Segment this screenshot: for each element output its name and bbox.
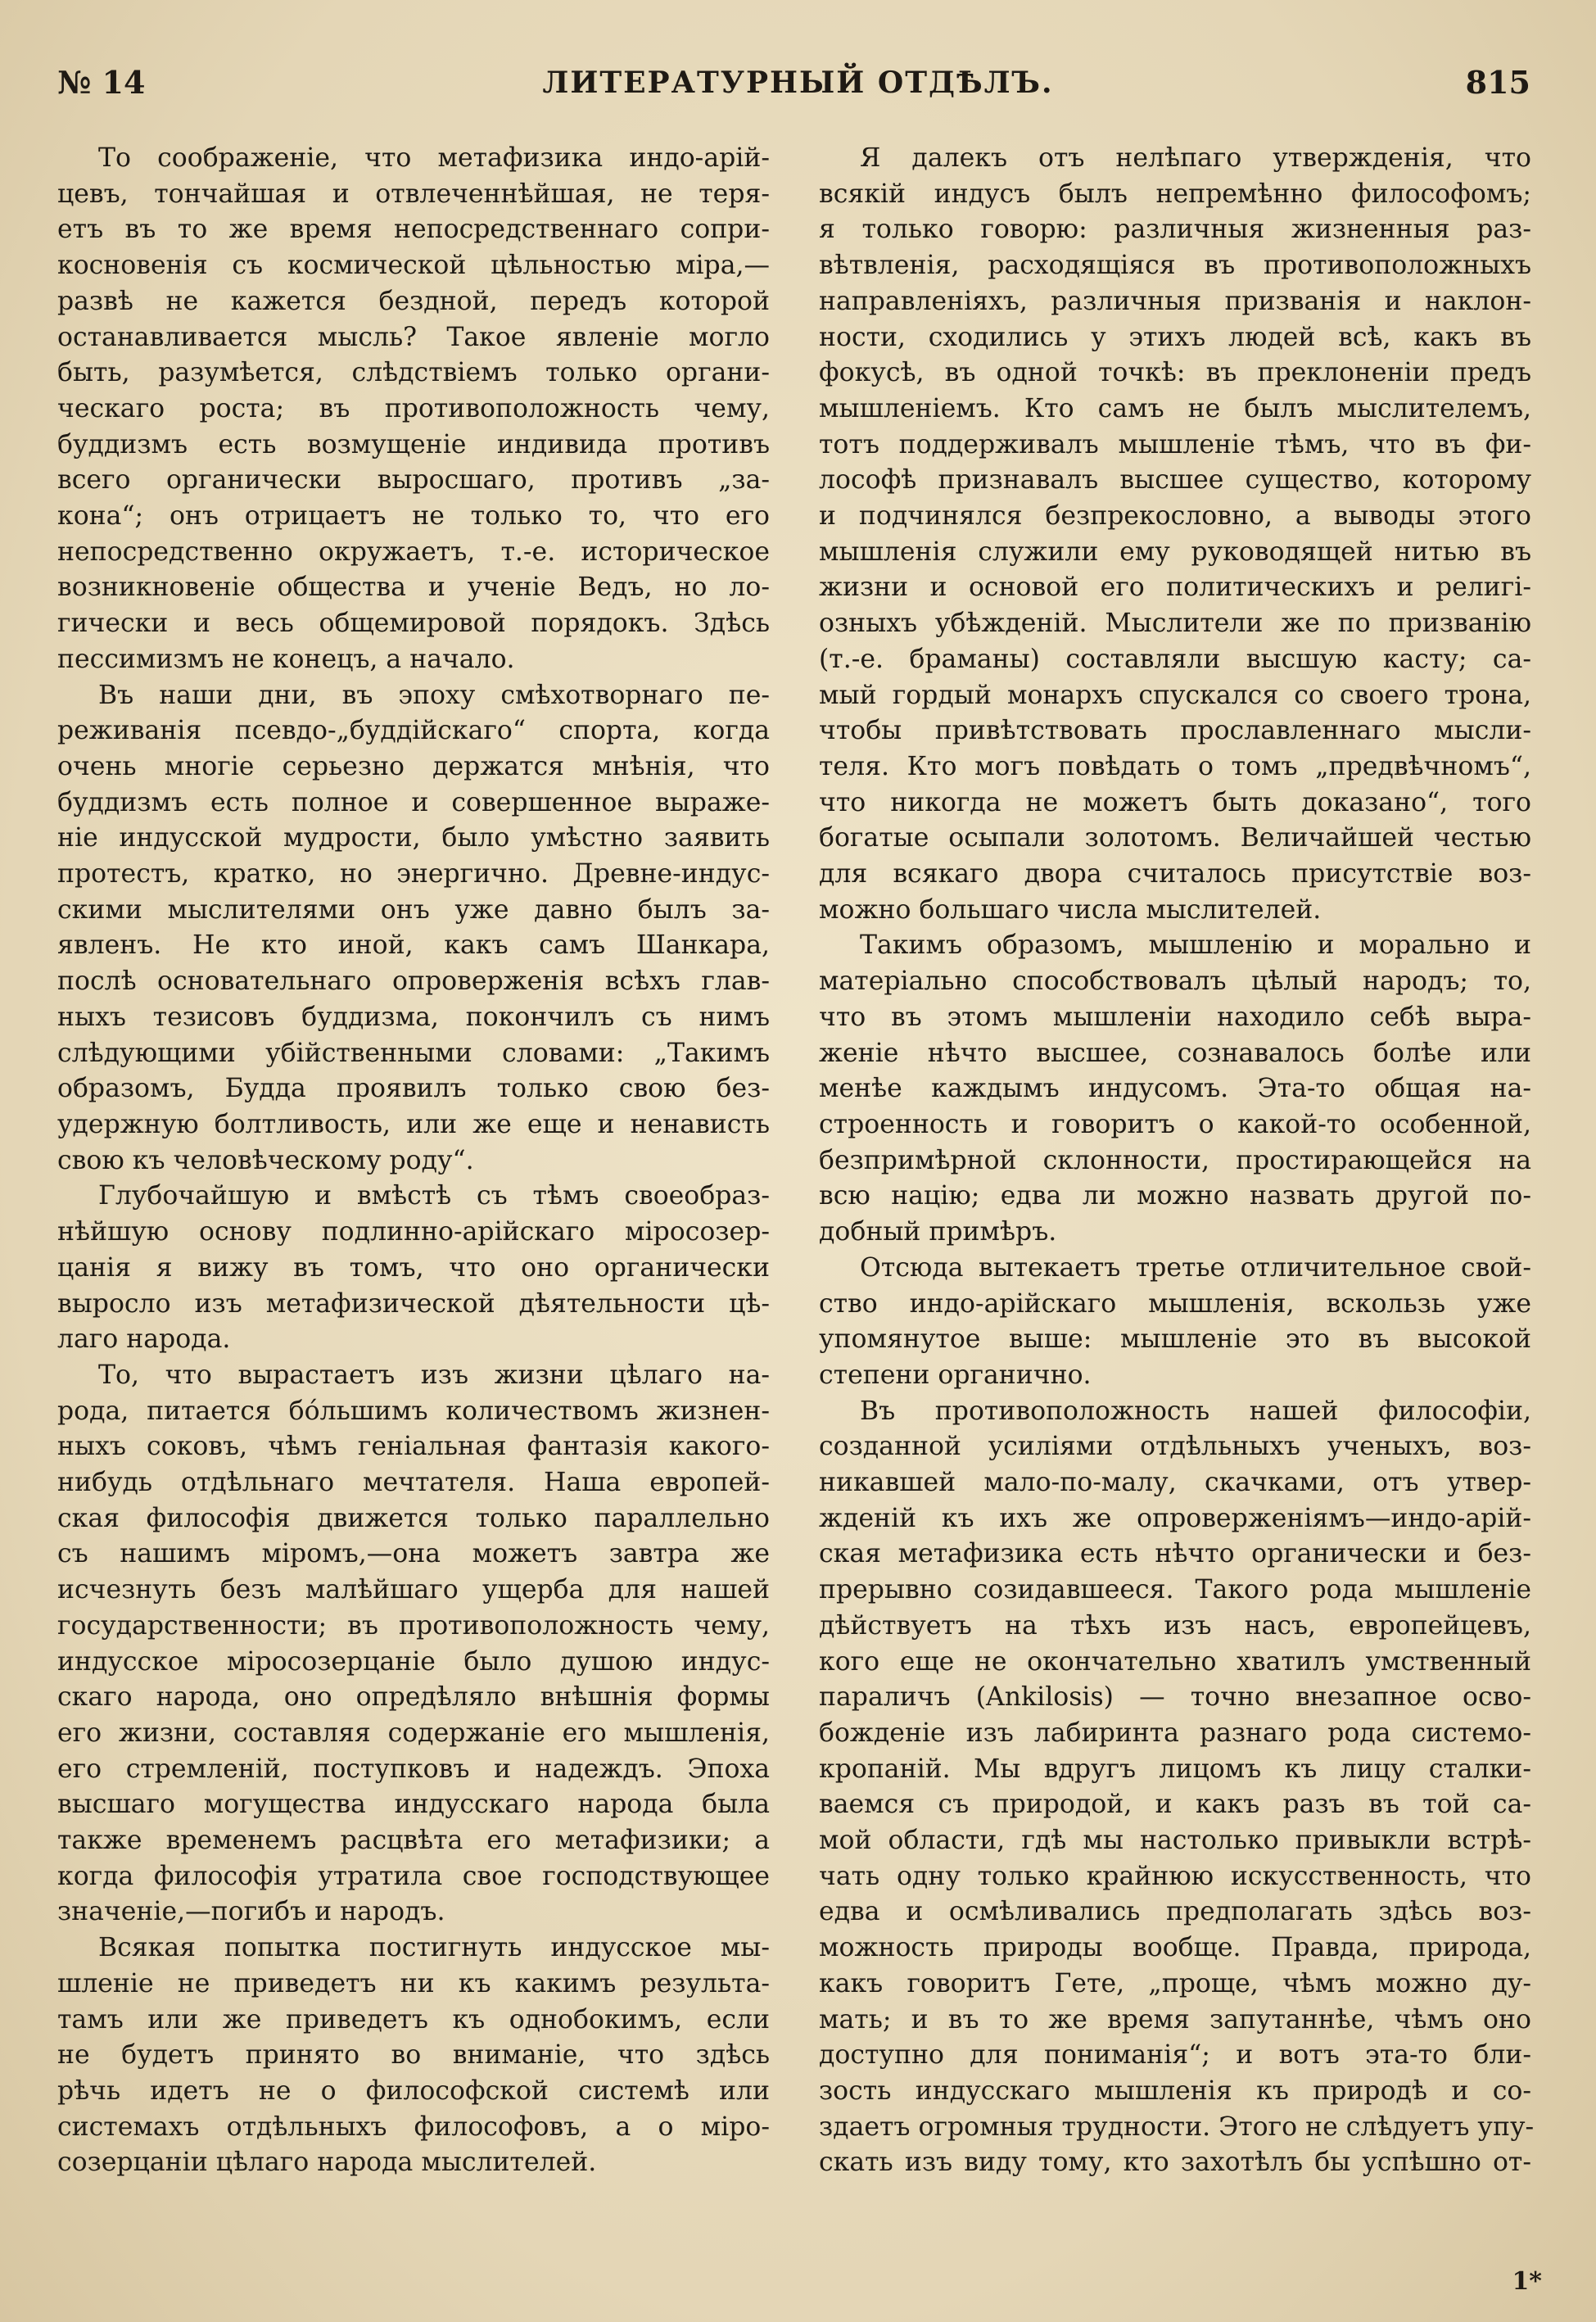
text-line: женіе нѣчто высшее, сознавалось болѣе или xyxy=(819,1038,1531,1068)
text-line: протестъ, кратко, но энергично. Древне-индус- xyxy=(57,859,770,889)
left-column xyxy=(57,141,770,2181)
text-line: жденій къ ихъ же опроверженіямъ—индо-арій- xyxy=(819,1503,1531,1533)
text-line: никавшей мало-по-малу, скачками, отъ утвер- xyxy=(819,1468,1531,1498)
text-line: какъ говоритъ Гете, „проще, чѣмъ можно ду- xyxy=(819,1968,1531,1998)
text-line: рѣчь идетъ не о философской системѣ или xyxy=(57,2075,770,2106)
text-line: строенность и говоритъ о какой-то особенной, xyxy=(819,1109,1531,1139)
section-title: ЛИТЕРАТУРНЫЙ ОТДѢЛЪ. xyxy=(542,66,1054,100)
text-line: возникновеніе общества и ученіе Ведъ, но ло- xyxy=(57,573,770,603)
text-line: созерцаніи цѣлаго народа мыслителей. xyxy=(57,2148,597,2178)
text-line: кропаній. Мы вдругъ лицомъ къ лицу сталки- xyxy=(819,1754,1531,1784)
text-line: образомъ, Будда проявилъ только свою без- xyxy=(57,1074,770,1104)
text-line: я только говорю: различныя жизненныя раз- xyxy=(819,215,1531,245)
text-line: То соображеніе, что метафизика индо-арій- xyxy=(98,143,770,173)
text-line: тамъ или же приведетъ къ однобокимъ, если xyxy=(57,2004,770,2035)
text-line: всего органически выросшаго, противъ „за- xyxy=(57,465,770,496)
text-line: удержную болтливость, или же еще и ненависть xyxy=(57,1109,770,1139)
text-line: степени органично. xyxy=(819,1360,1092,1390)
text-line: лаго народа. xyxy=(57,1324,231,1355)
text-line: Я далекъ отъ нелѣпаго утвержденія, что xyxy=(860,143,1531,173)
text-line: государственности; въ противоположность чему, xyxy=(57,1610,770,1641)
text-line: послѣ основательнаго опроверженія всѣхъ глав- xyxy=(57,966,770,997)
text-line: ская метафизика есть нѣчто органически и без- xyxy=(819,1539,1531,1569)
text-line: не будетъ принято во вниманіе, что здѣсь xyxy=(57,2040,770,2071)
text-line: Отсюда вытекаетъ третье отличительное свой- xyxy=(860,1252,1531,1283)
text-line: фокусѣ, въ одной точкѣ: въ преклоненіи предъ xyxy=(819,358,1531,388)
text-line: безпримѣрной склонности, простирающейся на xyxy=(819,1145,1531,1175)
text-line: съ нашимъ міромъ,—она можетъ завтра же xyxy=(57,1539,770,1569)
text-line: едва и осмѣливались предполагать здѣсь воз- xyxy=(819,1897,1531,1927)
text-line: Такимъ образомъ, мышленію и морально и xyxy=(860,930,1531,961)
text-line: направленіяхъ, различныя призванія и наклон- xyxy=(819,286,1531,316)
text-line: непосредственно окружаетъ, т.-е. историческое xyxy=(57,536,770,567)
text-line: кона“; онъ отрицаетъ не только то, что его xyxy=(57,501,770,532)
text-line: всю націю; едва ли можно назвать другой по- xyxy=(819,1181,1531,1211)
issue-number: № 14 xyxy=(57,64,146,101)
text-line: матеріально способствовалъ цѣлый народъ; то, xyxy=(819,966,1531,997)
text-line: слѣдующими убійственными словами: „Такимъ xyxy=(57,1038,770,1068)
text-line: буддизмъ есть возмущеніе индивида противъ xyxy=(57,429,770,459)
text-line: шленіе не приведетъ ни къ какимъ результа- xyxy=(57,1968,770,1998)
text-line: ныхъ соковъ, чѣмъ геніальная фантазія какого- xyxy=(57,1432,770,1462)
text-line: его стремленій, поступковъ и надеждъ. Эпоха xyxy=(57,1754,770,1784)
text-line: етъ въ то же время непосредственнаго сопри- xyxy=(57,215,770,245)
text-line: и подчинялся безпрекословно, а выводы этого xyxy=(819,501,1531,532)
text-line: божденіе изъ лабиринта разнаго рода системо- xyxy=(819,1718,1531,1748)
text-line: зость индусскаго мышленія къ природѣ и со- xyxy=(819,2075,1531,2106)
text-line: тотъ поддерживалъ мышленіе тѣмъ, что въ фи- xyxy=(819,429,1531,459)
text-line: когда философія утратила свое господствующее xyxy=(57,1861,770,1891)
text-line: озныхъ убѣжденій. Мыслители же по призванію xyxy=(819,609,1531,639)
text-line: скими мыслителями онъ уже давно былъ за- xyxy=(57,894,770,925)
text-line: реживанія псевдо-„буддійскаго“ спорта, когда xyxy=(57,716,770,746)
text-line: развѣ не кажется бездной, передъ которой xyxy=(57,286,770,316)
text-line: его жизни, составляя содержаніе его мышленія, xyxy=(57,1718,770,1748)
text-line: что въ этомъ мышленіи находило себѣ выра- xyxy=(819,1002,1531,1032)
text-line: ніе индусской мудрости, было умѣстно заявить xyxy=(57,823,770,853)
text-line: быть, разумѣется, слѣдствіемъ только органи- xyxy=(57,358,770,388)
text-line: останавливается мысль? Такое явленіе могло xyxy=(57,322,770,352)
text-line: цанія я вижу въ томъ, что оно органически xyxy=(57,1252,770,1283)
right-column xyxy=(819,141,1535,2181)
text-line: менѣе каждымъ индусомъ. Эта-то общая на- xyxy=(819,1074,1531,1104)
text-line: пессимизмъ не конецъ, а начало. xyxy=(57,644,515,674)
text-line: высшаго могущества индусскаго народа была xyxy=(57,1790,770,1820)
text-line: мышленіемъ. Кто самъ не былъ мыслителемъ, xyxy=(819,393,1531,423)
text-line: ческаго роста; въ противоположность чему, xyxy=(57,393,770,423)
text-line: ныхъ тезисовъ буддизма, покончилъ съ нимъ xyxy=(57,1002,770,1032)
text-line: (т.-е. браманы) составляли высшую касту; са- xyxy=(819,644,1531,674)
text-line: рода, питается бо́льшимъ количествомъ жизнен- xyxy=(57,1396,770,1426)
text-line: созданной усиліями отдѣльныхъ ученыхъ, воз- xyxy=(819,1432,1531,1462)
text-line: жизни и основой его политическихъ и религі- xyxy=(819,573,1531,603)
text-line: мой области, гдѣ мы настолько привыкли встрѣ- xyxy=(819,1826,1531,1856)
text-line: очень многіе серьезно держатся мнѣнія, что xyxy=(57,751,770,781)
text-line: нѣйшую основу подлинно-арійскаго міросозер- xyxy=(57,1217,770,1247)
text-line: кого еще не окончательно хватилъ умственный xyxy=(819,1646,1531,1677)
text-line: гически и весь общемировой порядокъ. Здѣсь xyxy=(57,609,770,639)
text-line: косновенія съ космической цѣльностью міра,— xyxy=(57,251,770,281)
text-line: цевъ, тончайшая и отвлеченнѣйшая, не теря- xyxy=(57,179,770,209)
text-line: Въ противоположность нашей философіи, xyxy=(860,1396,1531,1426)
text-line: То, что вырастаетъ изъ жизни цѣлаго на- xyxy=(98,1360,770,1390)
text-line: чать одну только крайнюю искусственность, что xyxy=(819,1861,1531,1891)
text-line: индусское міросозерцаніе было душою индус- xyxy=(57,1646,770,1677)
text-line: чтобы привѣтствовать прославленнаго мысли- xyxy=(819,716,1531,746)
text-line: можно большаго числа мыслителей. xyxy=(819,894,1322,925)
text-line: ваемся съ природой, и какъ разъ въ той са- xyxy=(819,1790,1531,1820)
text-line: параличъ (Ankilosis) — точно внезапное осво- xyxy=(819,1682,1531,1713)
text-line: дѣйствуетъ на тѣхъ изъ насъ, европейцевъ, xyxy=(819,1610,1531,1641)
running-header xyxy=(57,57,1539,115)
text-line: упомянутое выше: мышленіе это въ высокой xyxy=(819,1324,1531,1355)
text-line: скать изъ виду тому, кто захотѣлъ бы успѣшно от- xyxy=(819,2148,1531,2178)
text-line: ности, сходились у этихъ людей всѣ, какъ въ xyxy=(819,322,1531,352)
text-line: исчезнуть безъ малѣйшаго ущерба для нашей xyxy=(57,1575,770,1605)
text-line: буддизмъ есть полное и совершенное выраже- xyxy=(57,787,770,817)
text-line: можность природы вообще. Правда, природа, xyxy=(819,1933,1531,1963)
text-line: теля. Кто могъ повѣдать о томъ „предвѣчномъ“, xyxy=(819,751,1531,781)
text-line: значеніе,—погибъ и народъ. xyxy=(57,1897,445,1927)
text-line: ская философія движется только параллельно xyxy=(57,1503,770,1533)
text-line: всякій индусъ былъ непремѣнно философомъ; xyxy=(819,179,1531,209)
text-line: мышленія служили ему руководящей нитью въ xyxy=(819,536,1531,567)
text-line: мать; и въ то же время запутаннѣе, чѣмъ оно xyxy=(819,2004,1531,2035)
text-line: добный примѣръ. xyxy=(819,1217,1057,1247)
page-number: 815 xyxy=(1465,64,1530,101)
text-line: системахъ отдѣльныхъ философовъ, а о міро- xyxy=(57,2112,770,2142)
text-line: ство индо-арійскаго мышленія, вскользь уже xyxy=(819,1288,1531,1319)
text-line: Глубочайшую и вмѣстѣ съ тѣмъ своеобраз- xyxy=(98,1181,770,1211)
text-line: что никогда не можетъ быть доказано“, того xyxy=(819,787,1531,817)
text-line: здаетъ огромныя трудности. Этого не слѣдуетъ упу- xyxy=(819,2112,1535,2142)
text-line: Въ наши дни, въ эпоху смѣхотворнаго пе- xyxy=(98,680,770,710)
text-line: лософѣ признавалъ высшее существо, которому xyxy=(819,465,1531,496)
text-line: для всякаго двора считалось присутствіе воз- xyxy=(819,859,1531,889)
text-line: мый гордый монархъ спускался со своего трона, xyxy=(819,680,1531,710)
text-line: богатые осыпали золотомъ. Величайшей честью xyxy=(819,823,1531,853)
text-line: явленъ. Не кто иной, какъ самъ Шанкара, xyxy=(57,930,770,961)
text-line: нибудь отдѣльнаго мечтателя. Наша европей- xyxy=(57,1468,770,1498)
text-line: доступно для пониманія“; и вотъ эта-то бли- xyxy=(819,2040,1531,2071)
text-line: свою къ человѣческому роду“. xyxy=(57,1145,474,1175)
text-line: прерывно созидавшееся. Такого рода мышленіе xyxy=(819,1575,1531,1605)
text-line: скаго народа, оно опредѣляло внѣшнія формы xyxy=(57,1682,770,1713)
text-line: выросло изъ метафизической дѣятельности цѣ- xyxy=(57,1288,770,1319)
text-line: также временемъ расцвѣта его метафизики; а xyxy=(57,1826,770,1856)
text-line: Всякая попытка постигнуть индусское мы- xyxy=(98,1933,770,1963)
text-line: вѣтвленія, расходящіяся въ противоположныхъ xyxy=(819,251,1531,281)
signature-mark: 1* xyxy=(1512,2267,1542,2296)
